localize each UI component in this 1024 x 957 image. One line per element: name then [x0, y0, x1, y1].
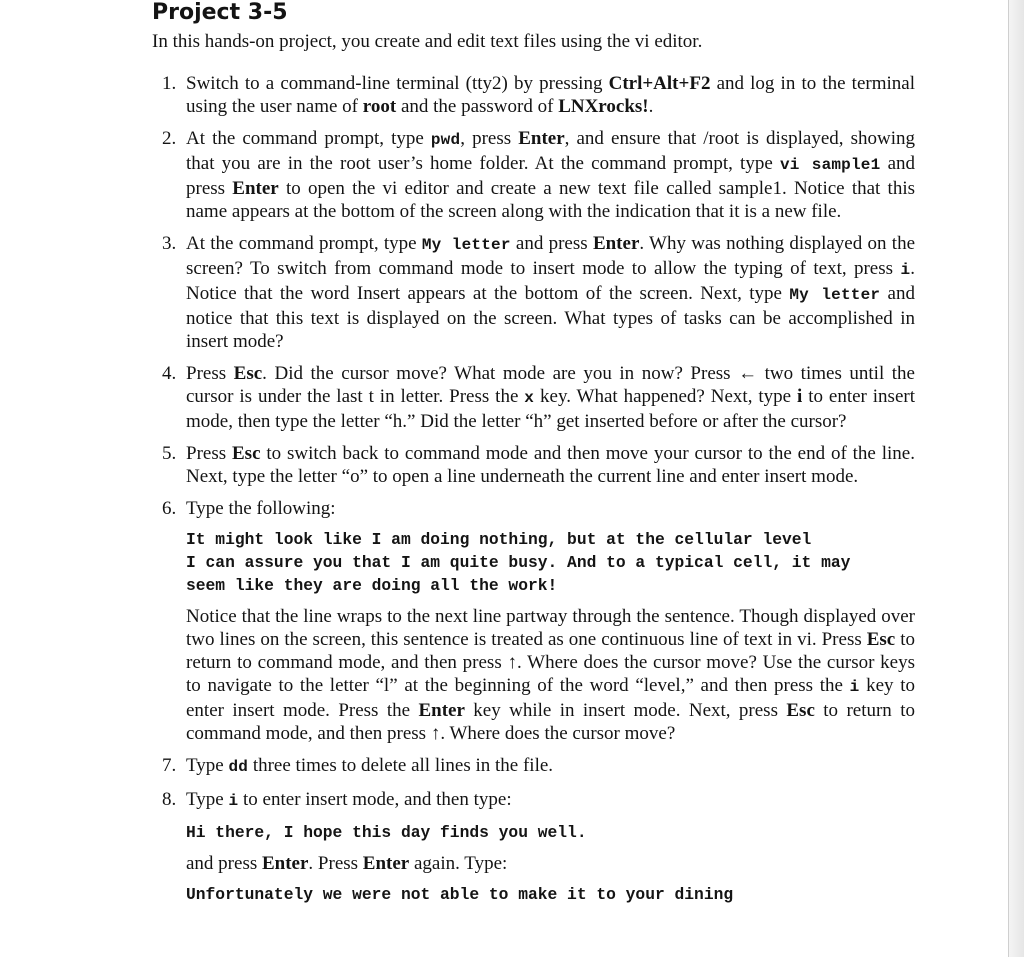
text: and the password of	[396, 96, 559, 117]
step-text	[186, 127, 915, 223]
step-body	[186, 362, 915, 433]
step-6	[162, 497, 922, 745]
text: Switch to a command-line terminal (tty2) by pressing	[186, 73, 609, 94]
step-8	[162, 788, 922, 906]
command: i	[900, 261, 911, 279]
code-line: I can assure you that I am quite busy. And to a typical cell, it may	[186, 553, 851, 572]
spacer	[186, 520, 915, 528]
text: , press	[460, 128, 519, 149]
text: key to enter insert mode. Press the	[186, 675, 916, 721]
text: key while in insert mode. Next, press	[464, 700, 787, 721]
step-body	[186, 127, 915, 223]
step-body	[186, 442, 915, 488]
text: At the command prompt, type	[186, 128, 431, 149]
text: to enter insert mode, and then type:	[238, 789, 512, 810]
key-name: Enter	[592, 233, 640, 254]
step-number: 4.	[162, 363, 177, 384]
step-number: 3.	[162, 233, 177, 254]
command: My letter	[421, 236, 511, 254]
step-text: Type the following:	[186, 498, 336, 519]
text: . Did the cursor move? What mode are you in now? Press ← two times until the cursor is under the last t in letter. Press the	[186, 363, 915, 407]
username: root	[362, 96, 397, 117]
step-1	[162, 72, 922, 118]
text: to enter insert mode, then type the letter “h.” Did the letter “h” get inserted before or after the cursor?	[186, 386, 915, 432]
step-text	[186, 442, 915, 488]
spacer	[186, 844, 915, 852]
text: again. Type:	[409, 853, 508, 874]
text: and press	[186, 153, 916, 199]
command: x	[524, 389, 535, 407]
command: i	[228, 792, 239, 810]
key-name: Esc	[233, 363, 263, 384]
spacer	[186, 597, 915, 605]
step-body	[186, 497, 915, 745]
command: dd	[228, 758, 249, 776]
project-intro: In this hands-on project, you create and edit text files using the vi editor.	[152, 31, 703, 52]
text: , and ensure that /root is displayed, showing that you are in the root user’s home folder. At the command prompt, type	[186, 128, 915, 174]
key-name: Enter	[232, 178, 279, 199]
command: My letter	[789, 286, 881, 304]
key-combo: Ctrl+Alt+F2	[608, 73, 711, 94]
code-line: Unfortunately we were not able to make it to your dining	[186, 885, 734, 904]
text: Notice that the line wraps to the next line partway through the sentence. Though displayed over two lines on the screen, this sentence is treated as one continuous line of text in vi. Press	[186, 606, 915, 650]
command: vi sample1	[779, 156, 881, 174]
key-name: Enter	[261, 853, 309, 874]
text: . Why was nothing displayed on the screen? To switch from command mode to insert mode to allow the typing of text, press	[186, 233, 916, 279]
key-name: Enter	[362, 853, 410, 874]
step-number: 7.	[162, 755, 177, 776]
password: LNXrocks!	[558, 96, 649, 117]
step-7	[162, 754, 922, 779]
text: to return to command mode, and then press ↑. Where does the cursor move?	[186, 700, 915, 744]
step-number: 1.	[162, 73, 177, 94]
step-body	[186, 754, 915, 779]
step-5	[162, 442, 922, 488]
text: At the command prompt, type	[186, 233, 422, 254]
command: pwd	[430, 131, 461, 149]
step-4	[162, 362, 922, 433]
text: to switch back to command mode and then move your cursor to the end of the line. Next, type the letter “o” to open a line underneath the current line and enter insert mode.	[186, 443, 915, 487]
key-name: i	[797, 386, 803, 407]
step-3	[162, 232, 922, 353]
step-number: 5.	[162, 443, 177, 464]
step-text	[186, 72, 915, 118]
step-number: 8.	[162, 789, 177, 810]
text: Press	[186, 443, 232, 464]
text: key. What happened? Next, type	[534, 386, 797, 407]
steps-list	[162, 72, 922, 915]
step-text	[186, 605, 915, 745]
key-name: Esc	[786, 700, 815, 721]
step-number: 2.	[162, 128, 177, 149]
step-text	[186, 232, 915, 353]
text: . Notice that the word Insert appears at the bottom of the screen. Next, type	[186, 258, 915, 304]
text: three times to delete all lines in the file.	[248, 755, 554, 776]
spacer	[186, 875, 915, 883]
step-body	[186, 72, 915, 118]
text: and press	[186, 853, 262, 874]
key-name: Esc	[866, 629, 896, 650]
key-name: Enter	[518, 128, 565, 149]
text: to open the vi editor and create a new text file called sample1. Notice that this name appears at the bottom of the screen along with the indication that it is a new file.	[186, 178, 915, 222]
step-2	[162, 127, 922, 223]
text: . Press	[308, 853, 363, 874]
key-name: Esc	[232, 443, 261, 464]
step-number: 6.	[162, 498, 177, 519]
text: and log in to the terminal using the user name of	[186, 73, 915, 117]
project-title: Project 3-5	[152, 0, 288, 25]
code-line: It might look like I am doing nothing, but at the cellular level	[186, 530, 812, 549]
step-body	[186, 788, 915, 906]
text: Press	[186, 363, 234, 384]
step-text	[186, 788, 915, 813]
key-name: Enter	[418, 700, 465, 721]
step-text	[186, 754, 915, 779]
text: and press	[510, 233, 593, 254]
step-text	[186, 362, 915, 433]
spacer	[186, 813, 915, 821]
text: Type	[186, 755, 229, 776]
command: i	[849, 678, 860, 696]
code-line: seem like they are doing all the work!	[186, 576, 558, 595]
step-body	[186, 232, 915, 353]
text: and notice that this text is displayed on the screen. What types of tasks can be accomplished in insert mode?	[186, 283, 915, 352]
text: to return to command mode, and then press ↑. Where does the cursor move? Use the cursor keys to navigate to the letter “l” at the beginning of the word “level,” and then press the	[186, 629, 916, 696]
text: .	[648, 96, 654, 117]
code-line: Hi there, I hope this day finds you well.	[186, 823, 587, 842]
vertical-scrollbar[interactable]	[1008, 0, 1024, 957]
step-text	[186, 852, 915, 875]
text: Type	[186, 789, 229, 810]
